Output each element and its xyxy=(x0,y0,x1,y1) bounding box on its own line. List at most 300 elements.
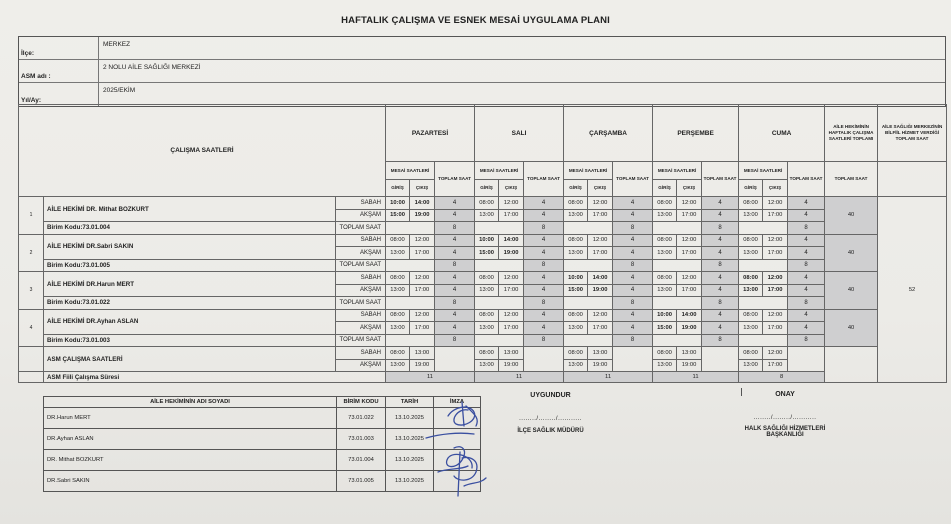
mesai-saatleri-header: MESAİ SAATLERİ xyxy=(653,162,702,180)
info-row-yil-ay xyxy=(19,83,945,106)
empty-cell xyxy=(475,297,524,310)
sabah-giris: 08:00 xyxy=(475,272,499,285)
sabah-giris: 08:00 xyxy=(475,309,499,322)
sig-date: 13.10.2025 xyxy=(386,429,434,450)
aksam-cikis: 17:00 xyxy=(763,284,788,297)
sabah-toplam: 4 xyxy=(788,309,825,322)
sabah-cikis: 14:00 xyxy=(677,309,702,322)
schedule-body xyxy=(19,197,947,383)
uygundur-block xyxy=(488,392,613,434)
toplam-label: TOPLAM SAAT xyxy=(336,259,386,272)
toplam-label: TOPLAM SAAT xyxy=(336,297,386,310)
aksam-cikis: 19:00 xyxy=(677,322,702,335)
empty-cell xyxy=(564,259,613,272)
aksam-giris: 15:00 xyxy=(653,322,677,335)
sabah-cikis: 12:00 xyxy=(499,197,524,210)
sabah-giris: 10:00 xyxy=(386,197,410,210)
sabah-toplam: 4 xyxy=(788,272,825,285)
aksam-toplam: 4 xyxy=(788,284,825,297)
sabah-toplam: 4 xyxy=(435,272,475,285)
info-value: MERKEZ xyxy=(103,41,131,48)
empty-cell xyxy=(386,259,435,272)
day-toplam: 8 xyxy=(702,222,739,235)
empty-cell xyxy=(788,347,825,372)
cikis-header: ÇIKIŞ xyxy=(677,180,702,197)
cikis-header: ÇIKIŞ xyxy=(763,180,788,197)
sig-doctor-name: DR.Sabri SAKIN xyxy=(44,471,337,492)
doctor-index: 4 xyxy=(19,309,44,347)
empty-cell xyxy=(19,372,44,383)
asm-total-sub-cell xyxy=(878,162,947,197)
sig-doctor-name: DR. Mithat BOZKURT xyxy=(44,450,337,471)
cikis-header: ÇIKIŞ xyxy=(499,180,524,197)
sabah-cikis: 12:00 xyxy=(588,197,613,210)
asm-aksam-giris: 13:00 xyxy=(475,359,499,372)
aksam-label: AKŞAM xyxy=(336,359,386,372)
toplam-saat-header: TOPLAM SAAT xyxy=(702,162,739,197)
asm-sabah-row xyxy=(19,347,947,360)
empty-cell xyxy=(386,334,435,347)
sig-signature-cell xyxy=(434,408,481,429)
sabah-giris: 10:00 xyxy=(475,234,499,247)
day-header-carsamba: ÇARŞAMBA xyxy=(564,105,653,162)
sabah-cikis: 12:00 xyxy=(677,272,702,285)
asm-aksam-giris: 13:00 xyxy=(739,359,763,372)
aksam-cikis: 17:00 xyxy=(499,209,524,222)
aksam-toplam: 4 xyxy=(435,247,475,260)
sig-signature-cell xyxy=(434,450,481,471)
aksam-giris: 13:00 xyxy=(739,247,763,260)
sabah-toplam: 4 xyxy=(613,234,653,247)
info-value: 2 NOLU AİLE SAĞLIĞI MERKEZİ xyxy=(103,64,201,71)
sabah-cikis: 14:00 xyxy=(410,197,435,210)
asm-total-header: AİLE SAĞLIĞI MERKEZİNİN BİLFİİL HİZMET VERDİĞİ TOPLAM SAAT xyxy=(878,105,947,162)
doctor-toplam-row xyxy=(19,259,947,272)
aksam-giris: 13:00 xyxy=(386,322,410,335)
sabah-cikis: 12:00 xyxy=(499,272,524,285)
day-toplam: 8 xyxy=(613,259,653,272)
sig-header-date: TARİH xyxy=(386,397,434,408)
onay-title: ONAY xyxy=(775,391,795,398)
empty-cell xyxy=(386,297,435,310)
uygundur-org: İLÇE SAĞLIK MÜDÜRÜ xyxy=(517,428,584,434)
sabah-giris: 08:00 xyxy=(386,309,410,322)
giris-header: GİRİŞ xyxy=(386,180,410,197)
day-toplam: 8 xyxy=(788,334,825,347)
doctor-unit-code: Birim Kodu:73.01.003 xyxy=(44,334,336,347)
sabah-giris: 08:00 xyxy=(739,272,763,285)
day-toplam: 8 xyxy=(788,222,825,235)
aksam-cikis: 17:00 xyxy=(499,322,524,335)
sabah-cikis: 12:00 xyxy=(410,272,435,285)
info-row-asm xyxy=(19,60,945,83)
sabah-cikis: 12:00 xyxy=(763,234,788,247)
uygundur-date-dots: ......../......../........... xyxy=(519,416,582,422)
aksam-cikis: 19:00 xyxy=(588,284,613,297)
empty-cell xyxy=(386,222,435,235)
day-header-pazartesi: PAZARTESİ xyxy=(386,105,475,162)
onay-org-line1: HALK SAĞLIĞI HİZMETLERİ xyxy=(744,426,826,432)
sig-doctor-name: DR.Harun MERT xyxy=(44,408,337,429)
aksam-label: AKŞAM xyxy=(336,247,386,260)
sabah-label: SABAH xyxy=(336,234,386,247)
sabah-cikis: 12:00 xyxy=(677,197,702,210)
mesai-saatleri-header: MESAİ SAATLERİ xyxy=(739,162,788,180)
sig-header-name: AİLE HEKİMİNİN ADI SOYADI xyxy=(44,397,337,408)
info-label: ASM adı : xyxy=(19,60,99,82)
sig-row xyxy=(44,429,481,450)
asm-sabah-giris: 08:00 xyxy=(739,347,763,360)
aksam-cikis: 17:00 xyxy=(588,247,613,260)
aksam-label: AKŞAM xyxy=(336,322,386,335)
toplam-saat-header: TOPLAM SAAT xyxy=(613,162,653,197)
toplam-saat-header: TOPLAM SAAT xyxy=(435,162,475,197)
asm-fiili-value: 11 xyxy=(564,372,653,383)
sig-date: 13.10.2025 xyxy=(386,450,434,471)
sabah-toplam: 4 xyxy=(702,309,739,322)
aksam-giris: 13:00 xyxy=(475,209,499,222)
sabah-giris: 08:00 xyxy=(739,197,763,210)
aksam-giris: 13:00 xyxy=(564,247,588,260)
doctor-sabah-row xyxy=(19,272,947,285)
signature-table xyxy=(43,396,481,492)
toplam-saat-header: TOPLAM SAAT xyxy=(524,162,564,197)
aksam-toplam: 4 xyxy=(524,247,564,260)
doctor-weekly-total: 40 xyxy=(825,197,878,235)
empty-cell xyxy=(739,222,788,235)
empty-cell xyxy=(19,347,44,372)
aksam-cikis: 17:00 xyxy=(677,209,702,222)
day-toplam: 8 xyxy=(435,259,475,272)
sabah-giris: 08:00 xyxy=(386,272,410,285)
doctor-name: AİLE HEKİMİ DR.Harun MERT xyxy=(44,272,336,297)
sabah-toplam: 4 xyxy=(435,234,475,247)
sabah-giris: 10:00 xyxy=(653,309,677,322)
sabah-cikis: 12:00 xyxy=(410,309,435,322)
day-toplam: 8 xyxy=(702,259,739,272)
empty-cell xyxy=(475,334,524,347)
sabah-toplam: 4 xyxy=(702,234,739,247)
sabah-toplam: 4 xyxy=(524,272,564,285)
empty-cell xyxy=(653,222,702,235)
schedule-table xyxy=(18,104,947,383)
doctor-weekly-total: 40 xyxy=(825,234,878,272)
sabah-giris: 08:00 xyxy=(739,234,763,247)
empty-cell xyxy=(702,347,739,372)
sig-doctor-name: DR.Ayhan ASLAN xyxy=(44,429,337,450)
mesai-saatleri-header: MESAİ SAATLERİ xyxy=(386,162,435,180)
aksam-giris: 13:00 xyxy=(653,284,677,297)
sig-date: 13.10.2025 xyxy=(386,471,434,492)
sabah-label: SABAH xyxy=(336,272,386,285)
aksam-toplam: 4 xyxy=(702,247,739,260)
day-toplam: 8 xyxy=(702,297,739,310)
asm-sabah-giris: 08:00 xyxy=(653,347,677,360)
sabah-toplam: 4 xyxy=(613,309,653,322)
sig-header-code: BİRİM KODU xyxy=(337,397,386,408)
aksam-toplam: 4 xyxy=(788,209,825,222)
asm-aksam-cikis: 19:00 xyxy=(410,359,435,372)
uygundur-title: UYGUNDUR xyxy=(530,392,571,399)
aksam-toplam: 4 xyxy=(702,284,739,297)
day-toplam: 8 xyxy=(788,259,825,272)
aksam-label: AKŞAM xyxy=(336,209,386,222)
sabah-giris: 08:00 xyxy=(475,197,499,210)
sabah-giris: 08:00 xyxy=(739,309,763,322)
aksam-cikis: 17:00 xyxy=(410,247,435,260)
cikis-header: ÇIKIŞ xyxy=(588,180,613,197)
sabah-label: SABAH xyxy=(336,347,386,360)
sig-row xyxy=(44,408,481,429)
weekly-total-header: AİLE HEKİMİNİN HAFTALIK ÇALIŞMA SAATLERİ TOPLAMI xyxy=(825,105,878,162)
empty-cell xyxy=(564,297,613,310)
sabah-toplam: 4 xyxy=(702,272,739,285)
doctor-sabah-row xyxy=(19,309,947,322)
sabah-toplam: 4 xyxy=(788,197,825,210)
sabah-toplam: 4 xyxy=(613,272,653,285)
asm-fiili-row xyxy=(19,372,947,383)
asm-fiili-value: 8 xyxy=(739,372,825,383)
doctor-name: AİLE HEKİMİ DR. Mithat BOZKURT xyxy=(44,197,336,222)
sig-signature-cell xyxy=(434,471,481,492)
empty-cell xyxy=(564,334,613,347)
aksam-cikis: 17:00 xyxy=(588,322,613,335)
aksam-giris: 15:00 xyxy=(386,209,410,222)
doctor-index: 1 xyxy=(19,197,44,235)
onay-org-line2: BAŞKANLIĞI xyxy=(766,432,804,438)
doctor-index: 3 xyxy=(19,272,44,310)
empty-cell xyxy=(739,334,788,347)
sabah-toplam: 4 xyxy=(524,309,564,322)
aksam-giris: 13:00 xyxy=(739,322,763,335)
sabah-toplam: 4 xyxy=(435,197,475,210)
sabah-giris: 08:00 xyxy=(653,234,677,247)
aksam-toplam: 4 xyxy=(788,322,825,335)
sabah-cikis: 12:00 xyxy=(763,272,788,285)
asm-aksam-cikis: 19:00 xyxy=(677,359,702,372)
doctor-unit-code: Birim Kodu:73.01.005 xyxy=(44,259,336,272)
aksam-cikis: 17:00 xyxy=(763,322,788,335)
sabah-toplam: 4 xyxy=(613,197,653,210)
day-toplam: 8 xyxy=(524,222,564,235)
onay-block xyxy=(720,391,850,438)
day-toplam: 8 xyxy=(613,334,653,347)
toplam-label: TOPLAM SAAT xyxy=(336,222,386,235)
aksam-cikis: 17:00 xyxy=(588,209,613,222)
sabah-giris: 08:00 xyxy=(653,197,677,210)
doctor-index: 2 xyxy=(19,234,44,272)
asm-fiili-value: 11 xyxy=(653,372,739,383)
sabah-toplam: 4 xyxy=(702,197,739,210)
info-value: 2025/EKİM xyxy=(103,87,136,94)
sabah-cikis: 12:00 xyxy=(410,234,435,247)
empty-cell xyxy=(613,347,653,372)
calisma-saatleri-header: ÇALIŞMA SAATLERİ xyxy=(19,105,386,197)
asm-sabah-giris: 08:00 xyxy=(386,347,410,360)
aksam-cikis: 17:00 xyxy=(410,284,435,297)
day-toplam: 8 xyxy=(524,259,564,272)
day-toplam: 8 xyxy=(702,334,739,347)
empty-cell xyxy=(435,347,475,372)
empty-cell xyxy=(739,297,788,310)
day-toplam: 8 xyxy=(613,297,653,310)
doctor-unit-code: Birim Kodu:73.01.022 xyxy=(44,297,336,310)
day-toplam: 8 xyxy=(788,297,825,310)
aksam-toplam: 4 xyxy=(613,322,653,335)
mesai-saatleri-header: MESAİ SAATLERİ xyxy=(564,162,613,180)
aksam-cikis: 19:00 xyxy=(499,247,524,260)
doctor-name: AİLE HEKİMİ DR.Sabri SAKIN xyxy=(44,234,336,259)
aksam-cikis: 19:00 xyxy=(410,209,435,222)
asm-sabah-cikis: 13:00 xyxy=(677,347,702,360)
asm-sabah-giris: 08:00 xyxy=(564,347,588,360)
sig-date: 13.10.2025 xyxy=(386,408,434,429)
sabah-toplam: 4 xyxy=(524,197,564,210)
doctor-weekly-total: 40 xyxy=(825,272,878,310)
sig-unit-code: 73.01.003 xyxy=(337,429,386,450)
empty-cell xyxy=(653,259,702,272)
empty-cell xyxy=(564,222,613,235)
day-toplam: 8 xyxy=(435,222,475,235)
day-toplam: 8 xyxy=(435,334,475,347)
empty-cell xyxy=(475,259,524,272)
asm-sabah-cikis: 13:00 xyxy=(410,347,435,360)
empty-cell xyxy=(524,347,564,372)
aksam-cikis: 17:00 xyxy=(677,284,702,297)
aksam-toplam: 4 xyxy=(435,284,475,297)
aksam-giris: 13:00 xyxy=(739,209,763,222)
empty-cell xyxy=(475,222,524,235)
asm-sabah-cikis: 12:00 xyxy=(763,347,788,360)
sabah-giris: 08:00 xyxy=(564,309,588,322)
sig-row xyxy=(44,471,481,492)
sabah-cikis: 14:00 xyxy=(588,272,613,285)
aksam-toplam: 4 xyxy=(702,209,739,222)
asm-sabah-cikis: 13:00 xyxy=(588,347,613,360)
asm-aksam-cikis: 19:00 xyxy=(588,359,613,372)
sabah-cikis: 14:00 xyxy=(499,234,524,247)
info-label: Yıl/Ay: xyxy=(19,83,99,106)
sabah-label: SABAH xyxy=(336,309,386,322)
sig-unit-code: 73.01.022 xyxy=(337,408,386,429)
aksam-cikis: 17:00 xyxy=(677,247,702,260)
asm-sabah-giris: 08:00 xyxy=(475,347,499,360)
asm-sabah-cikis: 13:00 xyxy=(499,347,524,360)
aksam-toplam: 4 xyxy=(435,322,475,335)
asm-aksam-giris: 13:00 xyxy=(564,359,588,372)
aksam-toplam: 4 xyxy=(613,247,653,260)
sig-header-signature: İMZA xyxy=(434,397,481,408)
aksam-toplam: 4 xyxy=(435,209,475,222)
aksam-giris: 15:00 xyxy=(564,284,588,297)
aksam-toplam: 4 xyxy=(702,322,739,335)
asm-aksam-cikis: 17:00 xyxy=(763,359,788,372)
doctor-sabah-row xyxy=(19,234,947,247)
sabah-giris: 08:00 xyxy=(653,272,677,285)
giris-header: GİRİŞ xyxy=(739,180,763,197)
day-toplam: 8 xyxy=(524,297,564,310)
empty-cell xyxy=(653,334,702,347)
doctor-toplam-row xyxy=(19,297,947,310)
aksam-label: AKŞAM xyxy=(336,284,386,297)
sig-signature-cell xyxy=(434,429,481,450)
doctor-unit-code: Birim Kodu:73.01.004 xyxy=(44,222,336,235)
aksam-cikis: 17:00 xyxy=(499,284,524,297)
sabah-toplam: 4 xyxy=(435,309,475,322)
aksam-toplam: 4 xyxy=(524,209,564,222)
sabah-giris: 08:00 xyxy=(564,234,588,247)
empty-cell xyxy=(739,259,788,272)
sig-unit-code: 73.01.005 xyxy=(337,471,386,492)
empty-cell xyxy=(825,347,878,383)
sabah-cikis: 12:00 xyxy=(588,309,613,322)
sabah-cikis: 12:00 xyxy=(763,197,788,210)
empty-cell xyxy=(653,297,702,310)
sabah-giris: 08:00 xyxy=(564,197,588,210)
aksam-toplam: 4 xyxy=(524,322,564,335)
info-block xyxy=(18,36,946,107)
day-header-persembe: PERŞEMBE xyxy=(653,105,739,162)
aksam-cikis: 17:00 xyxy=(410,322,435,335)
aksam-giris: 13:00 xyxy=(386,247,410,260)
asm-fiili-value: 11 xyxy=(386,372,475,383)
sabah-giris: 10:00 xyxy=(564,272,588,285)
doctor-sabah-row xyxy=(19,197,947,210)
aksam-giris: 13:00 xyxy=(475,284,499,297)
info-row-ilce xyxy=(19,37,945,60)
aksam-giris: 13:00 xyxy=(739,284,763,297)
page-title: HAFTALIK ÇALIŞMA VE ESNEK MESAİ UYGULAMA PLANI xyxy=(341,15,610,26)
doctor-toplam-row xyxy=(19,334,947,347)
day-toplam: 8 xyxy=(435,297,475,310)
sabah-cikis: 12:00 xyxy=(763,309,788,322)
asm-fiili-label: ASM Fiili Çalışma Süresi xyxy=(44,372,386,383)
aksam-giris: 15:00 xyxy=(475,247,499,260)
aksam-toplam: 4 xyxy=(613,209,653,222)
aksam-giris: 13:00 xyxy=(475,322,499,335)
aksam-cikis: 17:00 xyxy=(763,247,788,260)
aksam-giris: 13:00 xyxy=(564,322,588,335)
weekly-total-sub-header: TOPLAM SAAT xyxy=(825,162,878,197)
doctor-weekly-total: 40 xyxy=(825,309,878,347)
sabah-toplam: 4 xyxy=(524,234,564,247)
asm-total-value: 52 xyxy=(878,197,947,383)
toplam-label: TOPLAM SAAT xyxy=(336,334,386,347)
day-toplam: 8 xyxy=(613,222,653,235)
sabah-cikis: 12:00 xyxy=(588,234,613,247)
info-label: İlçe: xyxy=(19,37,99,59)
cikis-header: ÇIKIŞ xyxy=(410,180,435,197)
sabah-giris: 08:00 xyxy=(386,234,410,247)
giris-header: GİRİŞ xyxy=(475,180,499,197)
sig-row xyxy=(44,450,481,471)
mesai-saatleri-header: MESAİ SAATLERİ xyxy=(475,162,524,180)
toplam-saat-header: TOPLAM SAAT xyxy=(788,162,825,197)
asm-aksam-cikis: 19:00 xyxy=(499,359,524,372)
aksam-toplam: 4 xyxy=(613,284,653,297)
onay-date-dots: ......../......../........... xyxy=(753,415,817,421)
day-header-cuma: CUMA xyxy=(739,105,825,162)
asm-fiili-value: 11 xyxy=(475,372,564,383)
sabah-cikis: 12:00 xyxy=(677,234,702,247)
aksam-giris: 13:00 xyxy=(564,209,588,222)
aksam-giris: 13:00 xyxy=(653,247,677,260)
doctor-toplam-row xyxy=(19,222,947,235)
asm-aksam-giris: 13:00 xyxy=(386,359,410,372)
aksam-cikis: 17:00 xyxy=(763,209,788,222)
day-toplam: 8 xyxy=(524,334,564,347)
aksam-toplam: 4 xyxy=(524,284,564,297)
